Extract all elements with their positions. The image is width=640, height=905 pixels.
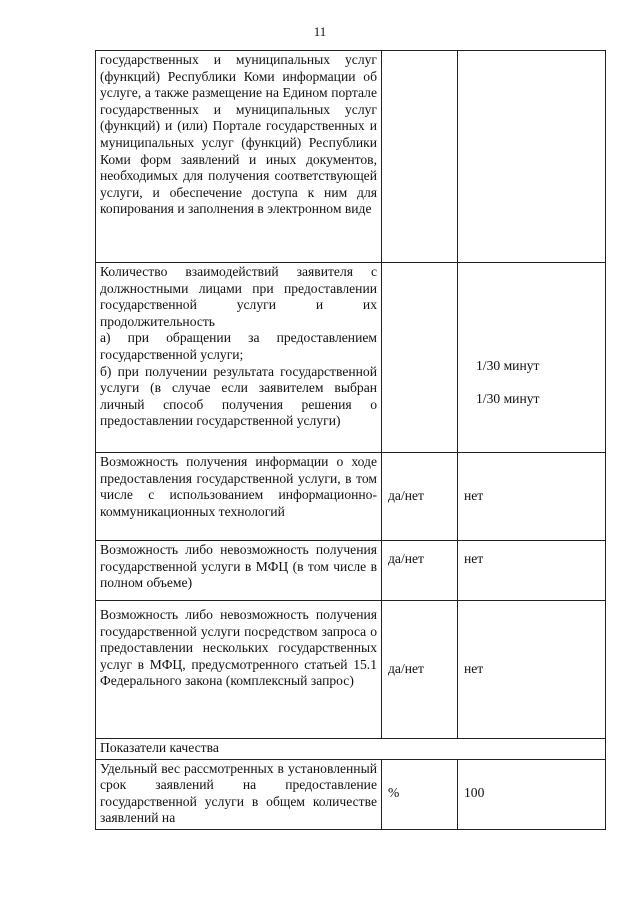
indicator-cell: государственных и муниципальных услуг (функций) Республики Коми информации об услуге, а также размещение на Едином портале государственных и муниципальных услуг (функций) и (или) Портале государственных и муниципальных услуг (функций) Республики Коми форм заявлений и иных документов, необходимых для получения соответствующей услуги, и обеспечение доступа к ним для копирования и заполнения в электронном виде (96, 51, 382, 263)
section-heading-row (96, 739, 606, 760)
table-row (96, 759, 606, 829)
table-row (96, 453, 606, 541)
indicator-cell: Возможность либо невозможность получения государственной услуги в МФЦ (в том числе в полном объеме) (96, 541, 382, 601)
table-row (96, 51, 606, 263)
unit-cell (382, 263, 458, 453)
value-subitem-a: 1/30 минут (476, 358, 540, 373)
indicator-subitem-a: а) при обращении за предоставлением государственной услуги; (100, 330, 377, 362)
unit-cell (382, 51, 458, 263)
value-cell (458, 51, 606, 263)
value-subitem-b: 1/30 минут (476, 390, 540, 406)
value-cell: 100 (458, 759, 606, 829)
table-row (96, 541, 606, 601)
unit-cell: да/нет (382, 541, 458, 601)
indicator-subitem-b: б) при получении результата государственной услуги (в случае если заявителем выбран личный способ получения решения о предоставлении государственной услуги) (100, 363, 377, 429)
unit-cell: да/нет (382, 601, 458, 739)
quality-indicators-table (95, 50, 606, 830)
table-row (96, 263, 606, 453)
unit-cell: да/нет (382, 453, 458, 541)
page-number: 11 (313, 24, 327, 39)
value-cell (458, 263, 606, 453)
value-cell: нет (458, 601, 606, 739)
value-cell: нет (458, 541, 606, 601)
section-heading: Показатели качества (96, 739, 606, 760)
indicator-cell: Возможность либо невозможность получения государственной услуги посредством запроса о предоставлении нескольких государственных услуг в МФЦ, предусмотренного статьей 15.1 Федерального закона (комплексный запрос) (96, 601, 382, 739)
value-cell: нет (458, 453, 606, 541)
table-row (96, 601, 606, 739)
unit-cell: % (382, 759, 458, 829)
indicator-cell: Удельный вес рассмотренных в установленный срок заявлений на предоставление государственной услуги в общем количестве заявлений на (96, 759, 382, 829)
indicator-text: Количество взаимодействий заявителя с должностными лицами при предоставлении государственной услуги и их продолжительность (100, 264, 377, 329)
indicator-cell (96, 263, 382, 453)
indicator-cell: Возможность получения информации о ходе предоставления государственной услуги, в том числе с использованием информационно-коммуникационных технологий (96, 453, 382, 541)
